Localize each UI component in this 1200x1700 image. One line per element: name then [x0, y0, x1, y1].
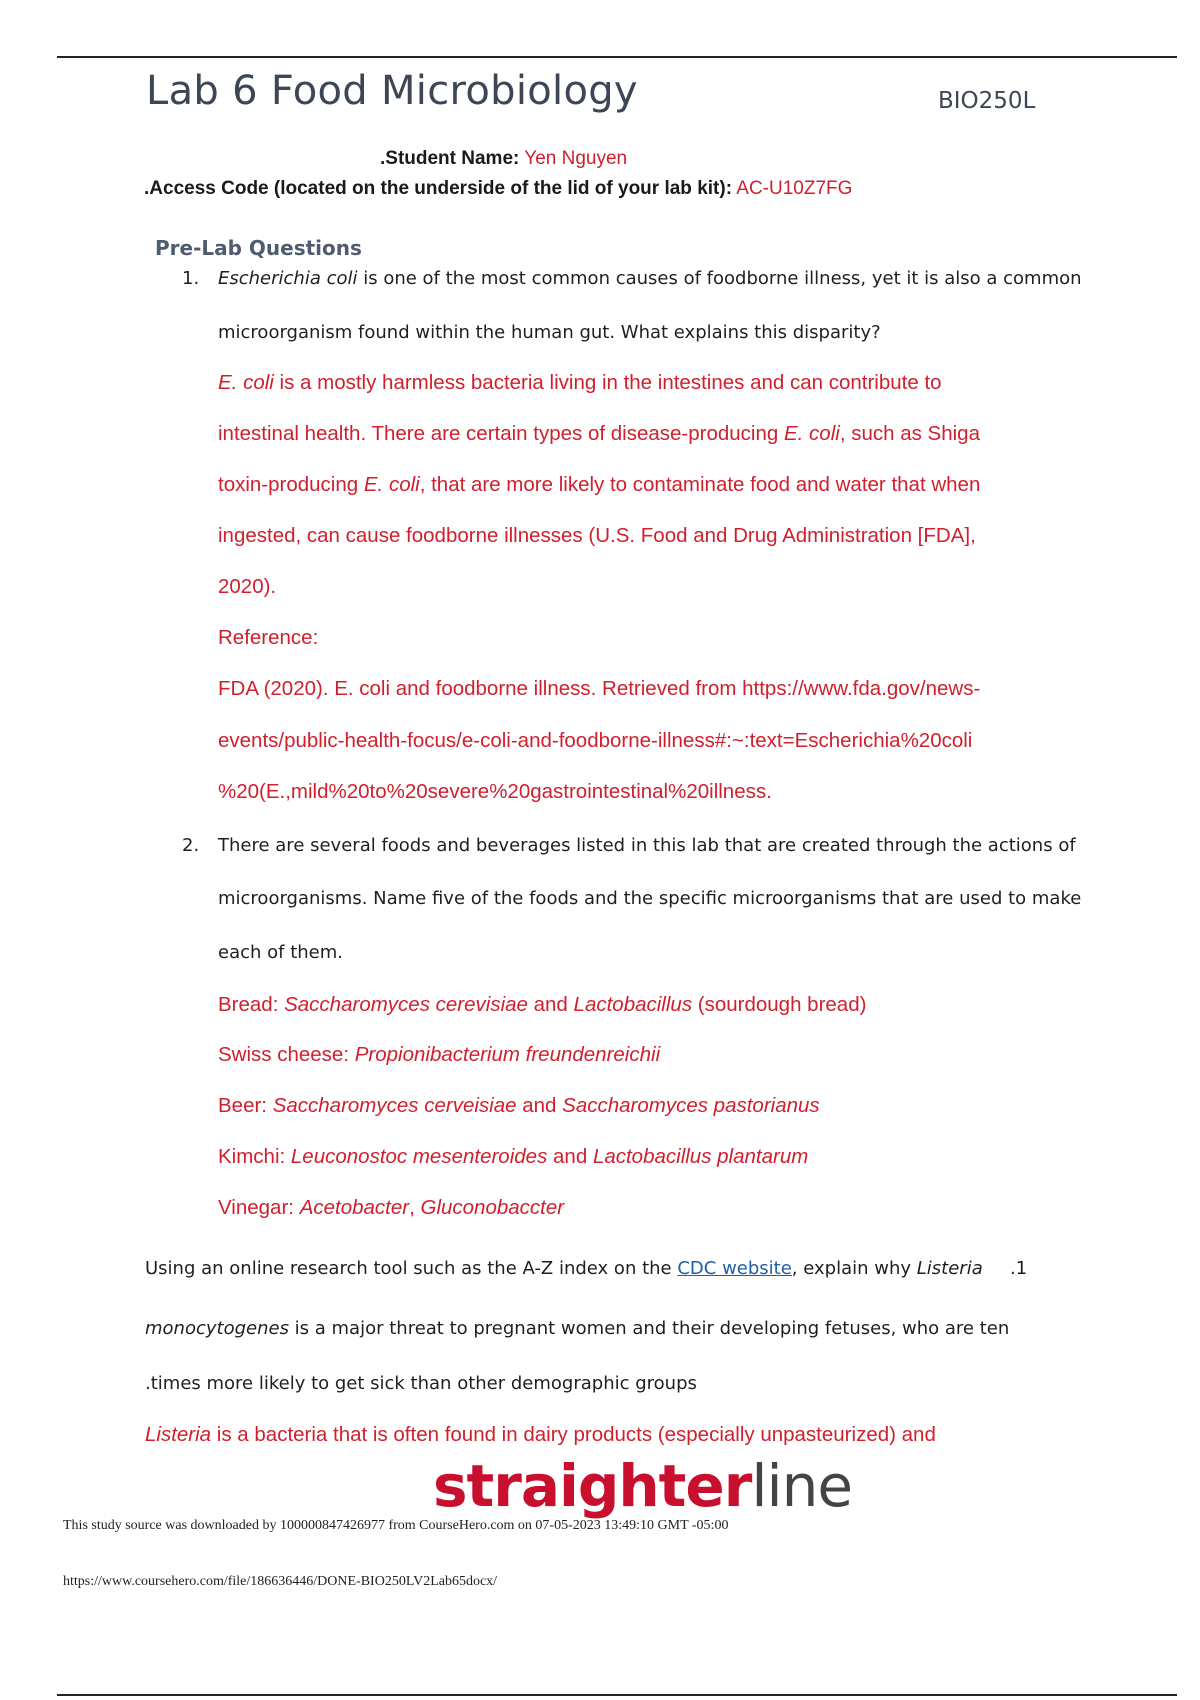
food-item	[218, 1145, 808, 1169]
q2-line1: There are several foods and beverages listed in this lab that are created through the actions of	[218, 835, 1076, 856]
cdc-website-link[interactable]: CDC website	[677, 1258, 792, 1279]
q1-italic: Escherichia coli	[218, 268, 358, 289]
q1-reference-line3: %20(E.,mild%20to%20severe%20gastrointestinal%20illness.	[218, 780, 772, 803]
student-name-label: Student Name:	[385, 148, 520, 169]
q3-italic: monocytogenes	[145, 1318, 289, 1339]
download-notice: This study source was downloaded by 100000847426977 from CourseHero.com on 07-05-2023 13:49:10 GMT -05:00	[63, 1518, 729, 1533]
straighterline-logo	[433, 1452, 852, 1520]
access-code-row	[144, 178, 852, 200]
food-connector: and	[527, 993, 574, 1016]
food-label: Beer:	[218, 1094, 273, 1117]
q1-line2: microorganism found within the human gut. What explains this disparity?	[218, 322, 881, 343]
page-title: Lab 6 Food Microbiology	[146, 68, 638, 114]
q1-answer-text: , such as Shiga	[839, 422, 980, 445]
q1-reference-label: Reference:	[218, 626, 319, 649]
q1-answer-line2	[218, 422, 980, 446]
q3-text: , explain why	[791, 1258, 917, 1279]
q1-answer-italic: E. coli	[218, 371, 274, 394]
q2-number: 2.	[182, 835, 200, 856]
q2-line2: microorganisms. Name five of the foods and the specific microorganisms that are used to make	[218, 888, 1082, 909]
q3-text: Using an online research tool such as the A-Z index on the	[145, 1258, 678, 1279]
food-organism: Acetobacter	[299, 1196, 410, 1219]
q1-answer-text: toxin-producing	[218, 473, 364, 496]
food-connector: and	[516, 1094, 563, 1117]
food-organism: Propionibacterium freundenreichii	[354, 1043, 661, 1066]
q3-answer-line1	[145, 1423, 936, 1447]
logo-part1: straighter	[433, 1452, 752, 1520]
q1-answer-line1	[218, 371, 942, 395]
student-name-row	[380, 148, 627, 170]
prelab-heading: Pre-Lab Questions	[155, 236, 362, 260]
food-organism: Saccharomyces pastorianus	[562, 1094, 820, 1117]
food-organism: Lactobacillus plantarum	[592, 1145, 809, 1168]
q1-line1-text: is one of the most common causes of foodborne illness, yet it is also a common	[357, 268, 1082, 289]
student-name-value: Yen Nguyen	[524, 148, 628, 169]
q3-number: .1	[1010, 1258, 1028, 1279]
q3-line1	[145, 1258, 983, 1279]
source-url[interactable]: https://www.coursehero.com/file/186636446/DONE-BIO250LV2Lab65docx/	[63, 1574, 498, 1589]
q1-reference-line1: FDA (2020). E. coli and foodborne illness. Retrieved from https://www.fda.gov/news-	[218, 677, 981, 700]
food-label: Swiss cheese:	[218, 1043, 355, 1066]
q1-answer-line4: ingested, can cause foodborne illnesses (U.S. Food and Drug Administration [FDA],	[218, 524, 976, 547]
q1-answer-text: intestinal health. There are certain types of disease-producing	[218, 422, 784, 445]
course-code: BIO250L	[938, 88, 1036, 114]
q2-line3: each of them.	[218, 942, 343, 963]
food-label: Bread:	[218, 993, 285, 1016]
food-connector: and	[547, 1145, 593, 1168]
logo-part2: line	[751, 1452, 853, 1520]
food-organism: Leuconostoc mesenteroides	[290, 1145, 548, 1168]
q1-answer-italic: E. coli	[783, 422, 840, 445]
top-rule	[57, 56, 1177, 58]
access-code-prefix: .	[144, 178, 150, 199]
q1-number: 1.	[182, 268, 200, 289]
food-organism: Gluconobaccter	[420, 1196, 565, 1219]
q3-italic: Listeria	[916, 1258, 983, 1279]
q3-answer-italic: Listeria	[145, 1423, 212, 1446]
student-name-prefix: .	[380, 148, 386, 169]
food-item	[218, 1196, 564, 1220]
food-organism: Lactobacillus	[573, 993, 693, 1016]
q1-answer-line3	[218, 473, 980, 497]
food-label: Vinegar:	[218, 1196, 300, 1219]
food-item	[218, 1043, 660, 1067]
food-organism: Saccharomyces cerveisiae	[272, 1094, 517, 1117]
q3-text: is a major threat to pregnant women and their developing fetuses, who are ten	[288, 1318, 1010, 1339]
q1-answer-text: is a mostly harmless bacteria living in the intestines and can contribute to	[273, 371, 942, 394]
food-label: Kimchi:	[218, 1145, 291, 1168]
q3-line2	[145, 1318, 1009, 1339]
food-connector: ,	[409, 1196, 421, 1219]
food-item	[218, 1094, 820, 1118]
bottom-rule	[57, 1694, 1177, 1696]
q3-answer-text: is a bacteria that is often found in dairy products (especially unpasteurized) and	[211, 1423, 936, 1446]
food-note: (sourdough bread)	[692, 993, 867, 1016]
q1-line1	[218, 268, 1082, 289]
q1-answer-text: , that are more likely to contaminate food and water that when	[419, 473, 981, 496]
q3-line3: .times more likely to get sick than other demographic groups	[145, 1373, 697, 1394]
q1-answer-line5: 2020).	[218, 575, 277, 598]
q1-reference-line2: events/public-health-focus/e-coli-and-foodborne-illness#:~:text=Escherichia%20coli	[218, 729, 973, 752]
access-code-label: Access Code (located on the underside of the lid of your lab kit):	[149, 178, 733, 199]
q1-answer-italic: E. coli	[363, 473, 420, 496]
food-organism: Saccharomyces cerevisiae	[284, 993, 528, 1016]
food-item	[218, 993, 866, 1017]
access-code-value: AC-U10Z7FG	[736, 178, 853, 199]
